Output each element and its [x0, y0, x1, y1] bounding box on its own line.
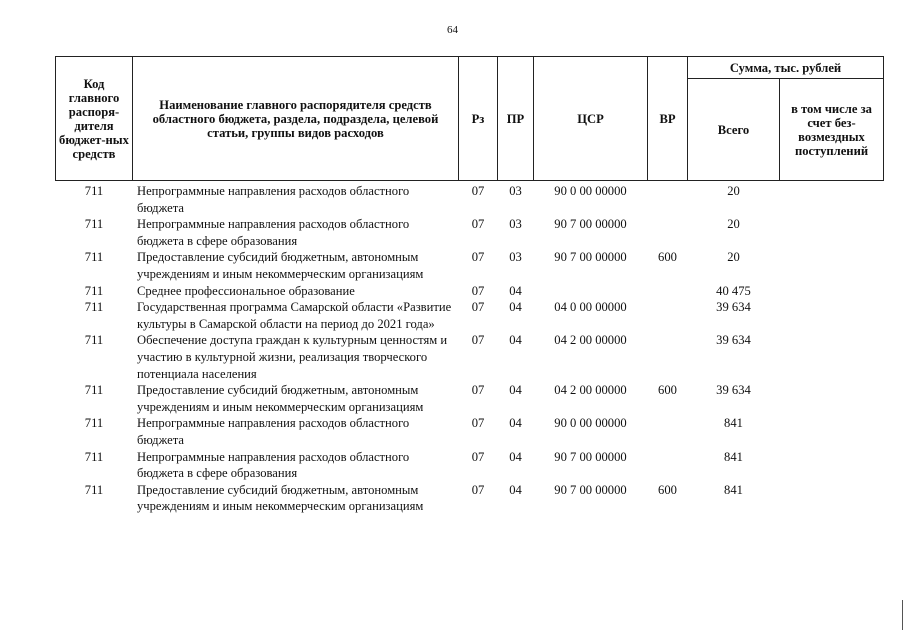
cell-code: 711 [84, 300, 104, 315]
cell-total: 39 634 [716, 383, 751, 398]
cell-vr [648, 216, 688, 249]
cell-rz: 07 [471, 383, 485, 398]
cell-pr: 03 [509, 184, 522, 198]
cell-name: Предоставление субсидий бюджетным, автономным учреждениям и иным некоммерческим организациям [137, 383, 424, 414]
table-row [56, 415, 884, 448]
cell-rz: 07 [471, 283, 485, 298]
header-code: Код главного распоря-дителя бюджет-ных средств [56, 57, 133, 181]
cell-vr [648, 449, 688, 482]
header-pr: ПР [498, 57, 534, 181]
cell-name: Предоставление субсидий бюджетным, автономным учреждениям и иным некоммерческим организациям [137, 482, 424, 514]
cell-pr: 03 [509, 250, 522, 265]
header-rz: Рз [459, 57, 498, 181]
cell-vr [648, 181, 688, 217]
cell-rz: 07 [471, 449, 485, 464]
cell-code: 711 [84, 449, 104, 464]
cell-pr: 04 [509, 383, 522, 398]
cell-total: 40 475 [716, 283, 751, 298]
cell-vr [648, 299, 688, 332]
cell-csr: 04 0 00 00000 [554, 300, 627, 315]
cell-rz: 07 [471, 482, 485, 497]
cell-total: 841 [724, 482, 743, 497]
table-row [56, 449, 884, 482]
cell-pr: 04 [509, 300, 522, 315]
cell-incl [780, 283, 884, 300]
cell-csr: 90 0 00 00000 [554, 184, 627, 198]
cell-csr: 90 7 00 00000 [554, 449, 627, 464]
cell-incl [780, 382, 884, 415]
cell-pr: 03 [509, 217, 522, 232]
cell-name: Непрограммные направления расходов областного бюджета [137, 184, 410, 215]
table-header [56, 57, 884, 181]
cell-pr: 04 [509, 482, 522, 497]
cell-total: 20 [727, 217, 740, 232]
table-row [56, 181, 884, 217]
header-total: Всего [688, 79, 780, 181]
cell-code: 711 [84, 333, 104, 348]
cell-vr [648, 332, 688, 382]
cell-name: Непрограммные направления расходов областного бюджета [137, 416, 410, 447]
cell-name: Государственная программа Самарской области «Развитие культуры в Самарской области на период до 2021 года» [137, 300, 452, 331]
cell-total: 39 634 [716, 300, 751, 315]
table-body [56, 181, 884, 515]
cell-name: Предоставление субсидий бюджетным, автономным учреждениям и иным некоммерческим организациям [137, 250, 424, 281]
cell-total: 39 634 [716, 333, 751, 348]
cell-vr [648, 283, 688, 300]
header-sum: Сумма, тыс. рублей [688, 57, 884, 79]
cell-incl [780, 299, 884, 332]
cell-incl [780, 216, 884, 249]
cell-code: 711 [84, 416, 104, 431]
table-row [56, 283, 884, 300]
header-csr: ЦСР [534, 57, 648, 181]
cell-pr: 04 [509, 333, 522, 348]
scan-edge-mark [902, 600, 903, 630]
cell-name: Обеспечение доступа граждан к культурным ценностям и участию в культурной жизни, реализация творческого потенциала населения [137, 333, 448, 381]
cell-rz: 07 [471, 333, 485, 348]
cell-rz: 07 [471, 250, 485, 265]
cell-rz: 07 [471, 217, 485, 232]
cell-total: 20 [727, 250, 740, 265]
cell-incl [780, 415, 884, 448]
cell-vr [648, 415, 688, 448]
cell-code: 711 [84, 383, 104, 398]
cell-csr [534, 283, 648, 300]
cell-incl [780, 181, 884, 217]
cell-csr: 90 7 00 00000 [554, 217, 627, 232]
table-row [56, 249, 884, 282]
cell-incl [780, 249, 884, 282]
page-number: 64 [447, 24, 458, 36]
header-incl: в том числе за счет без-возмездных поступлений [780, 79, 884, 181]
cell-total: 20 [727, 184, 740, 198]
cell-code: 711 [84, 250, 104, 265]
cell-rz: 07 [471, 184, 485, 198]
cell-csr: 90 7 00 00000 [554, 250, 627, 265]
cell-csr: 04 2 00 00000 [554, 383, 627, 398]
table-row [56, 299, 884, 332]
cell-total: 841 [724, 416, 743, 431]
cell-csr: 04 2 00 00000 [554, 333, 627, 348]
cell-total: 841 [724, 449, 743, 464]
cell-pr: 04 [509, 416, 522, 431]
cell-vr: 600 [658, 482, 677, 497]
cell-name: Непрограммные направления расходов областного бюджета в сфере образования [137, 449, 410, 481]
cell-pr: 04 [509, 449, 522, 464]
cell-vr: 600 [658, 250, 677, 265]
header-vr: ВР [648, 57, 688, 181]
cell-code: 711 [84, 184, 104, 198]
table-row [56, 332, 884, 382]
cell-pr: 04 [509, 283, 522, 298]
cell-code: 711 [84, 283, 104, 298]
cell-rz: 07 [471, 300, 485, 315]
cell-code: 711 [84, 482, 104, 497]
cell-rz: 07 [471, 416, 485, 431]
header-name: Наименование главного распорядителя средств областного бюджета, раздела, подраздела, целевой статьи, группы видов расходов [133, 57, 459, 181]
table-row [56, 482, 884, 515]
table-row [56, 216, 884, 249]
cell-csr: 90 0 00 00000 [554, 416, 627, 431]
cell-incl [780, 332, 884, 382]
budget-table [55, 56, 884, 515]
cell-csr: 90 7 00 00000 [554, 482, 627, 497]
cell-incl [780, 449, 884, 482]
cell-vr: 600 [658, 383, 677, 398]
table-row [56, 382, 884, 415]
cell-code: 711 [84, 217, 104, 232]
cell-name: Непрограммные направления расходов областного бюджета в сфере образования [137, 217, 410, 248]
cell-name: Среднее профессиональное образование [137, 283, 355, 298]
cell-incl [780, 482, 884, 515]
